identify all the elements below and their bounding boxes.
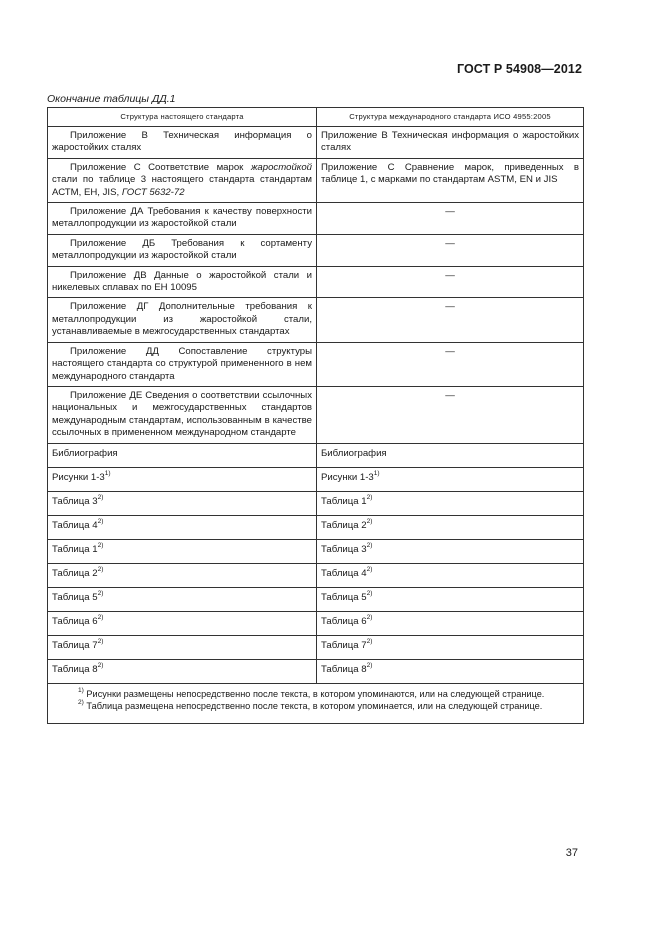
row-cell-left — [48, 539, 317, 563]
text-span: стали по таблице 3 настоящего стандарта стандартам АСТМ, ЕН, JIS, — [52, 174, 312, 198]
row-cell-right — [317, 491, 584, 515]
row-cell-right-dash: — — [317, 298, 584, 342]
footnote-ref: 2) — [97, 517, 104, 525]
row-cell-right-dash: — — [317, 342, 584, 386]
row-cell-left — [48, 158, 317, 202]
table-row — [48, 203, 584, 235]
cell-text: Таблица 1 — [321, 495, 367, 507]
row-cell-left: Приложение ДБ Требования к сортаменту металлопродукции из жаростойкой стали — [48, 234, 317, 266]
table-row — [48, 386, 584, 443]
italic-text-span: жаростойкой — [250, 161, 312, 173]
footnotes-row — [48, 683, 584, 723]
footnote-ref: 2) — [97, 613, 104, 621]
row-cell-right — [317, 587, 584, 611]
cell-text: Таблица 6 — [52, 615, 98, 627]
row-cell-left: Библиография — [48, 443, 317, 467]
page-number: 37 — [565, 847, 578, 859]
row-cell-left: Приложение ДГ Дополнительные требования к металлопродукции из жаростойкой стали, устанавливаемые в межгосударственных стандартах — [48, 298, 317, 342]
row-cell-right — [317, 611, 584, 635]
table-row — [48, 563, 584, 587]
document-number: ГОСТ Р 54908—2012 — [456, 62, 582, 76]
row-cell-right: Библиография — [317, 443, 584, 467]
table-row — [48, 127, 584, 159]
table-row — [48, 491, 584, 515]
footnote-ref: 2) — [366, 565, 373, 573]
row-cell-right-dash: — — [317, 234, 584, 266]
footnote-ref: 2) — [366, 613, 373, 621]
row-cell-left: Приложение ДВ Данные о жаростойкой стали и никелевых сплавах по ЕН 10095 — [48, 266, 317, 298]
table-row — [48, 635, 584, 659]
row-cell-left — [48, 635, 317, 659]
footnotes-cell — [48, 683, 584, 723]
footnote-ref: 2) — [366, 637, 373, 645]
cell-text: Таблица 2 — [321, 519, 367, 531]
row-cell-left — [48, 563, 317, 587]
cell-text: Рисунки 1-3 — [321, 471, 374, 483]
footnote-ref: 2) — [366, 589, 373, 597]
table-row — [48, 342, 584, 386]
footnote-2 — [78, 700, 577, 713]
comparison-table — [47, 107, 584, 724]
column-header-international-standard: Структура международного стандарта ИСО 4955:2005 — [317, 108, 584, 127]
table-row — [48, 298, 584, 342]
row-cell-left — [48, 491, 317, 515]
footnote-ref: 2) — [366, 517, 373, 525]
cell-text: Таблица 7 — [321, 639, 367, 651]
cell-text: Таблица 1 — [52, 543, 98, 555]
cell-text: Таблица 2 — [52, 567, 98, 579]
row-cell-right — [317, 635, 584, 659]
row-cell-left — [48, 515, 317, 539]
cell-text: Таблица 8 — [52, 663, 98, 675]
cell-text: Таблица 4 — [52, 519, 98, 531]
table-row — [48, 515, 584, 539]
table-row — [48, 266, 584, 298]
footnote-ref: 2) — [366, 493, 373, 501]
row-cell-left — [48, 659, 317, 683]
cell-text: Таблица 6 — [321, 615, 367, 627]
cell-text: Рисунки 1-3 — [52, 471, 105, 483]
row-cell-left: Приложение В Техническая информация о жаростойких сталях — [48, 127, 317, 159]
row-cell-left: Приложение ДЕ Сведения о соответствии ссылочных национальных и межгосударственных стандартов международным стандартам, использованным в качестве ссылочных в примененном международном стандарте — [48, 386, 317, 443]
footnote-ref: 2) — [366, 661, 373, 669]
row-cell-right-dash: — — [317, 266, 584, 298]
footnote-mark: 2) — [78, 699, 84, 707]
table-row — [48, 611, 584, 635]
footnote-ref: 2) — [366, 541, 373, 549]
footnote-ref: 1) — [104, 469, 111, 477]
table-row — [48, 467, 584, 491]
table-row — [48, 659, 584, 683]
text-span: Приложение С Соответствие марок — [70, 161, 251, 173]
cell-text: Таблица 4 — [321, 567, 367, 579]
row-cell-right — [317, 515, 584, 539]
footnote-ref: 2) — [97, 589, 104, 597]
row-cell-left — [48, 611, 317, 635]
footnote-text: Таблица размещена непосредственно после текста, в котором упоминается, или на следующей странице. — [83, 701, 543, 712]
row-cell-right — [317, 659, 584, 683]
row-cell-right — [317, 467, 584, 491]
cell-text: Таблица 5 — [321, 591, 367, 603]
column-header-current-standard: Структура настоящего стандарта — [48, 108, 317, 127]
footnote-mark: 1) — [78, 686, 84, 694]
table-caption: Окончание таблицы ДД.1 — [47, 93, 176, 105]
cell-text: Таблица 3 — [321, 543, 367, 555]
comparison-table-container — [47, 107, 583, 724]
row-cell-right: Приложение С Сравнение марок, приведенных в таблице 1, с марками по стандартам ASTM, EN и JIS — [317, 158, 584, 202]
table-row — [48, 587, 584, 611]
footnote-ref: 2) — [97, 565, 104, 573]
footnote-ref: 2) — [97, 541, 104, 549]
row-cell-left — [48, 467, 317, 491]
row-cell-right-dash: — — [317, 203, 584, 235]
row-cell-right — [317, 539, 584, 563]
cell-text: Таблица 7 — [52, 639, 98, 651]
row-cell-right-dash: — — [317, 386, 584, 443]
footnote-ref: 2) — [97, 661, 104, 669]
row-cell-left — [48, 587, 317, 611]
row-cell-left: Приложение ДД Сопоставление структуры настоящего стандарта со структурой примененного в нем международного стандарта — [48, 342, 317, 386]
footnote-ref: 2) — [97, 637, 104, 645]
footnote-text: Рисунки размещены непосредственно после текста, в котором упоминаются, или на следующей странице. — [83, 688, 545, 699]
table-row — [48, 539, 584, 563]
table-row — [48, 158, 584, 202]
table-header-row — [48, 108, 584, 127]
cell-text: Таблица 5 — [52, 591, 98, 603]
footnote-ref: 2) — [97, 493, 104, 501]
cell-text: Таблица 3 — [52, 495, 98, 507]
row-cell-right — [317, 563, 584, 587]
italic-text-span: ГОСТ 5632-72 — [121, 186, 185, 198]
row-cell-left: Приложение ДА Требования к качеству поверхности металлопродукции из жаростойкой стали — [48, 203, 317, 235]
table-row — [48, 443, 584, 467]
table-row — [48, 234, 584, 266]
footnote-1 — [78, 688, 577, 701]
footnote-ref: 1) — [373, 469, 380, 477]
cell-text: Таблица 8 — [321, 663, 367, 675]
row-cell-right: Приложение В Техническая информация о жаростойких сталях — [317, 127, 584, 159]
